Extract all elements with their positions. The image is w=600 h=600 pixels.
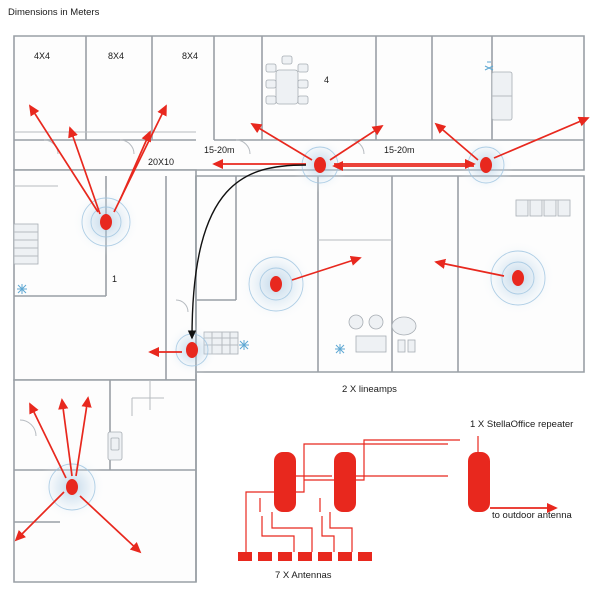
room-label-4: 4 xyxy=(324,75,330,85)
antenna-room1 xyxy=(100,214,112,230)
distance-label-left: 15-20m xyxy=(204,145,235,155)
schematic-antenna xyxy=(338,552,352,561)
schematic-antenna xyxy=(238,552,252,561)
schematic-antenna xyxy=(318,552,332,561)
schematic-antenna xyxy=(258,552,272,561)
antenna-open-right xyxy=(512,270,524,286)
room-label-20x10: 20X10 xyxy=(148,157,175,167)
antenna-lower-left xyxy=(66,479,78,495)
diagram-title: Dimensions in Meters xyxy=(8,7,100,18)
schematic-antenna xyxy=(358,552,372,561)
distance-label-right: 15-20m xyxy=(384,145,415,155)
room-label-8x4-b: 8X4 xyxy=(182,51,199,61)
lineamp-2 xyxy=(334,452,356,512)
schematic-antenna xyxy=(298,552,312,561)
room-label-4x4: 4X4 xyxy=(34,51,51,61)
antenna-right xyxy=(480,157,492,173)
room-label-8x4-a: 8X4 xyxy=(108,51,125,61)
antenna-center xyxy=(314,157,326,173)
antenna-corridor xyxy=(186,342,198,358)
equipment-schematic xyxy=(238,436,556,561)
outdoor-antenna-label: to outdoor antenna xyxy=(492,510,572,521)
room-label-1: 1 xyxy=(112,274,118,284)
repeater-unit xyxy=(468,452,490,512)
lineamp-1 xyxy=(274,452,296,512)
antenna-open-left xyxy=(270,276,282,292)
schematic-antenna xyxy=(278,552,292,561)
antennas-label: 7 X Antennas xyxy=(275,570,332,581)
lineamps-label: 2 X lineamps xyxy=(342,384,397,395)
repeater-label: 1 X StellaOffice repeater xyxy=(470,419,574,430)
